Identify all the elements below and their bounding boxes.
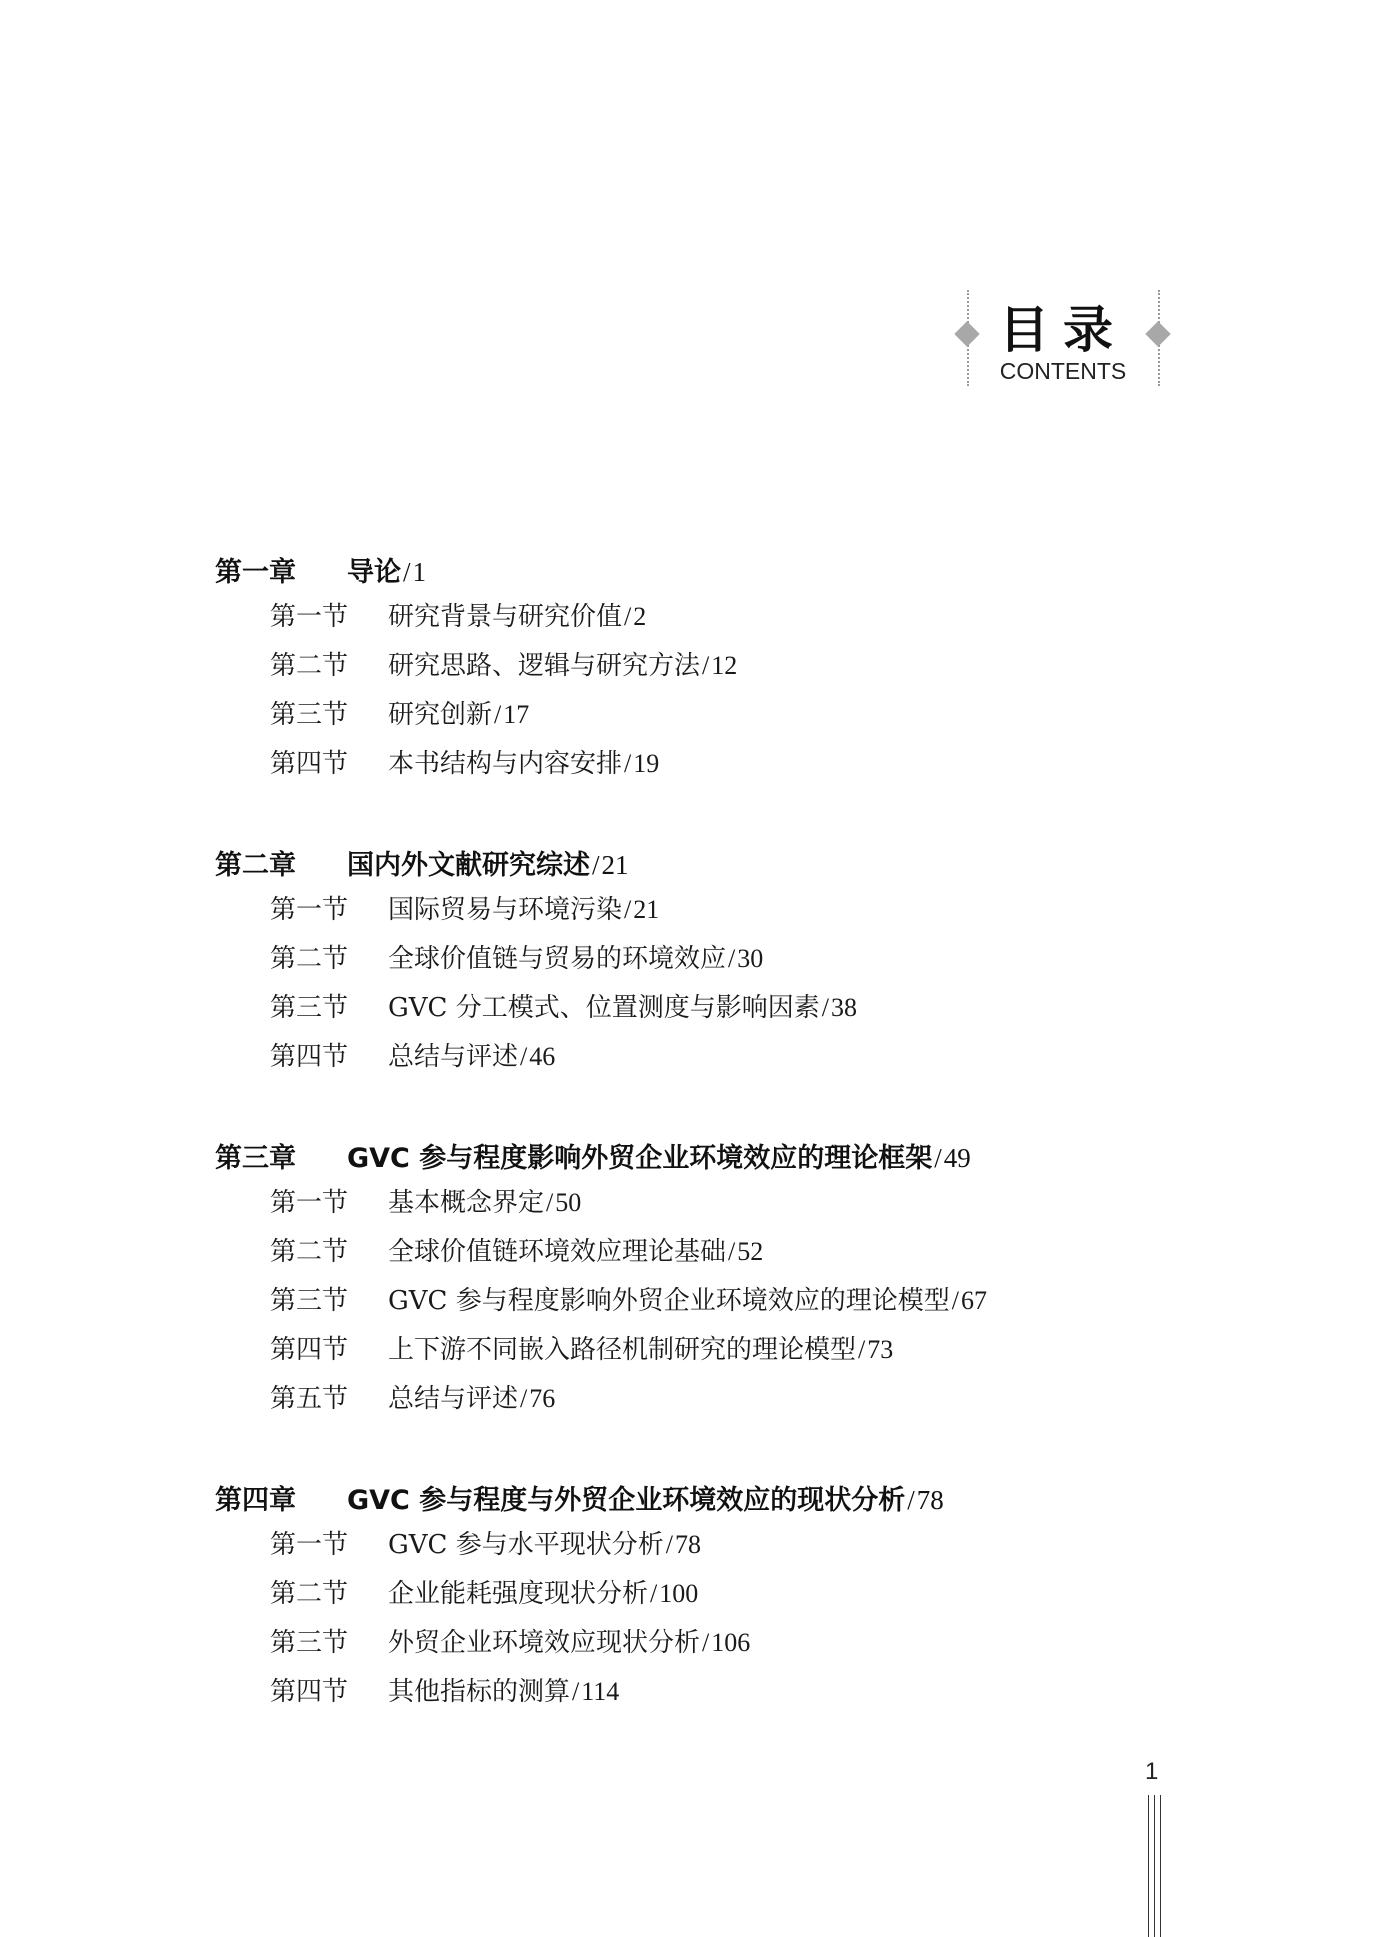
chapter-title: 国内外文献研究综述 [347, 850, 590, 881]
toc-chapter [215, 1478, 944, 1517]
section-title: 国际贸易与环境污染 [388, 895, 623, 925]
page-number: 1 [1145, 1758, 1159, 1785]
section-title: 基本概念界定 [388, 1188, 545, 1218]
page-separator: / [624, 749, 632, 778]
section-label: 第三节 [270, 993, 349, 1023]
page-separator: / [572, 1677, 580, 1706]
toc-chapter [215, 1136, 971, 1175]
diamond-ornament-right-icon [1145, 321, 1170, 346]
section-label: 第四节 [270, 1335, 349, 1365]
chapter-page: 21 [601, 850, 629, 880]
section-page: 76 [529, 1384, 556, 1413]
toc-chapter [215, 550, 426, 589]
section-page: 17 [503, 700, 530, 729]
toc-section [270, 938, 763, 975]
toc-section [270, 889, 659, 926]
toc-section [270, 1182, 581, 1219]
page-separator: / [403, 557, 411, 587]
page-separator: / [858, 1335, 866, 1364]
section-page: 78 [674, 1530, 701, 1559]
section-title: 全球价值链环境效应理论基础 [388, 1237, 727, 1267]
section-label: 第五节 [270, 1384, 349, 1414]
margin-rules [1148, 1795, 1168, 1937]
section-label: 第二节 [270, 1237, 349, 1267]
toc-section [270, 1036, 555, 1073]
toc-section [270, 1329, 893, 1366]
chapter-label: 第二章 [215, 850, 296, 881]
page-separator: / [934, 1143, 942, 1173]
toc-section [270, 1280, 987, 1317]
section-label: 第四节 [270, 749, 349, 779]
section-page: 2 [633, 602, 647, 631]
chapter-title: GVC 参与程度与外贸企业环境效应的现状分析 [347, 1485, 906, 1516]
contents-header [950, 290, 1170, 390]
page-separator: / [624, 602, 632, 631]
section-page: 38 [830, 993, 857, 1022]
toc-section [270, 1524, 701, 1561]
toc-section [270, 1378, 555, 1415]
page-separator: / [624, 895, 632, 924]
section-title: GVC 参与水平现状分析 [388, 1530, 664, 1560]
toc-chapter [215, 843, 629, 882]
section-title: 研究思路、逻辑与研究方法 [388, 651, 701, 681]
toc-section [270, 987, 857, 1024]
page-title: 目录 [999, 301, 1127, 359]
page-separator: / [520, 1384, 528, 1413]
page-separator: / [665, 1530, 673, 1559]
section-label: 第一节 [270, 602, 349, 632]
section-page: 50 [555, 1188, 582, 1217]
page-separator: / [728, 1237, 736, 1266]
section-title: GVC 参与程度影响外贸企业环境效应的理论模型 [388, 1286, 950, 1316]
page-subtitle: CONTENTS [999, 358, 1127, 384]
section-title: 上下游不同嵌入路径机制研究的理论模型 [388, 1335, 857, 1365]
chapter-label: 第三章 [215, 1143, 296, 1174]
section-page: 67 [960, 1286, 987, 1315]
toc-section [270, 1573, 698, 1610]
toc-section [270, 1671, 619, 1708]
chapter-page: 49 [943, 1143, 971, 1173]
section-title: 研究背景与研究价值 [388, 602, 623, 632]
section-label: 第一节 [270, 895, 349, 925]
section-page: 19 [633, 749, 660, 778]
section-page: 21 [633, 895, 660, 924]
page-separator: / [592, 850, 600, 880]
page-separator: / [821, 993, 829, 1022]
margin-rule [1160, 1795, 1161, 1937]
section-page: 73 [867, 1335, 894, 1364]
section-title: 本书结构与内容安排 [388, 749, 623, 779]
section-title: 研究创新 [388, 700, 493, 730]
margin-rule [1148, 1795, 1149, 1937]
toc-section [270, 743, 659, 780]
section-label: 第二节 [270, 1579, 349, 1609]
section-label: 第三节 [270, 700, 349, 730]
section-label: 第二节 [270, 651, 349, 681]
section-label: 第四节 [270, 1677, 349, 1707]
section-title: 企业能耗强度现状分析 [388, 1579, 649, 1609]
section-title: 其他指标的测算 [388, 1677, 571, 1707]
toc-section [270, 1622, 750, 1659]
section-label: 第二节 [270, 944, 349, 974]
section-title: 总结与评述 [388, 1384, 519, 1414]
section-page: 46 [529, 1042, 556, 1071]
chapter-title: 导论 [347, 557, 401, 588]
page-separator: / [546, 1188, 554, 1217]
section-title: 总结与评述 [388, 1042, 519, 1072]
chapter-title: GVC 参与程度影响外贸企业环境效应的理论框架 [347, 1143, 933, 1174]
page-separator: / [702, 651, 710, 680]
page-separator: / [907, 1485, 915, 1515]
chapter-page: 1 [412, 557, 427, 587]
section-label: 第一节 [270, 1530, 349, 1560]
page-separator: / [702, 1628, 710, 1657]
page-separator: / [728, 944, 736, 973]
section-label: 第三节 [270, 1286, 349, 1316]
section-page: 30 [737, 944, 764, 973]
toc-section [270, 596, 646, 633]
diamond-ornament-left-icon [954, 321, 979, 346]
toc-section [270, 694, 529, 731]
chapter-label: 第四章 [215, 1485, 296, 1516]
page-separator: / [951, 1286, 959, 1315]
chapter-page: 78 [916, 1485, 944, 1515]
section-label: 第一节 [270, 1188, 349, 1218]
section-page: 106 [711, 1628, 751, 1657]
section-page: 52 [737, 1237, 764, 1266]
margin-rule [1154, 1795, 1155, 1937]
toc-section [270, 1231, 763, 1268]
page-separator: / [650, 1579, 658, 1608]
section-title: 全球价值链与贸易的环境效应 [388, 944, 727, 974]
section-title: GVC 分工模式、位置测度与影响因素 [388, 993, 820, 1023]
section-page: 114 [581, 1677, 620, 1706]
section-title: 外贸企业环境效应现状分析 [388, 1628, 701, 1658]
page-separator: / [494, 700, 502, 729]
section-page: 100 [659, 1579, 699, 1608]
section-label: 第三节 [270, 1628, 349, 1658]
section-page: 12 [711, 651, 738, 680]
chapter-label: 第一章 [215, 557, 296, 588]
page-separator: / [520, 1042, 528, 1071]
toc-section [270, 645, 737, 682]
section-label: 第四节 [270, 1042, 349, 1072]
